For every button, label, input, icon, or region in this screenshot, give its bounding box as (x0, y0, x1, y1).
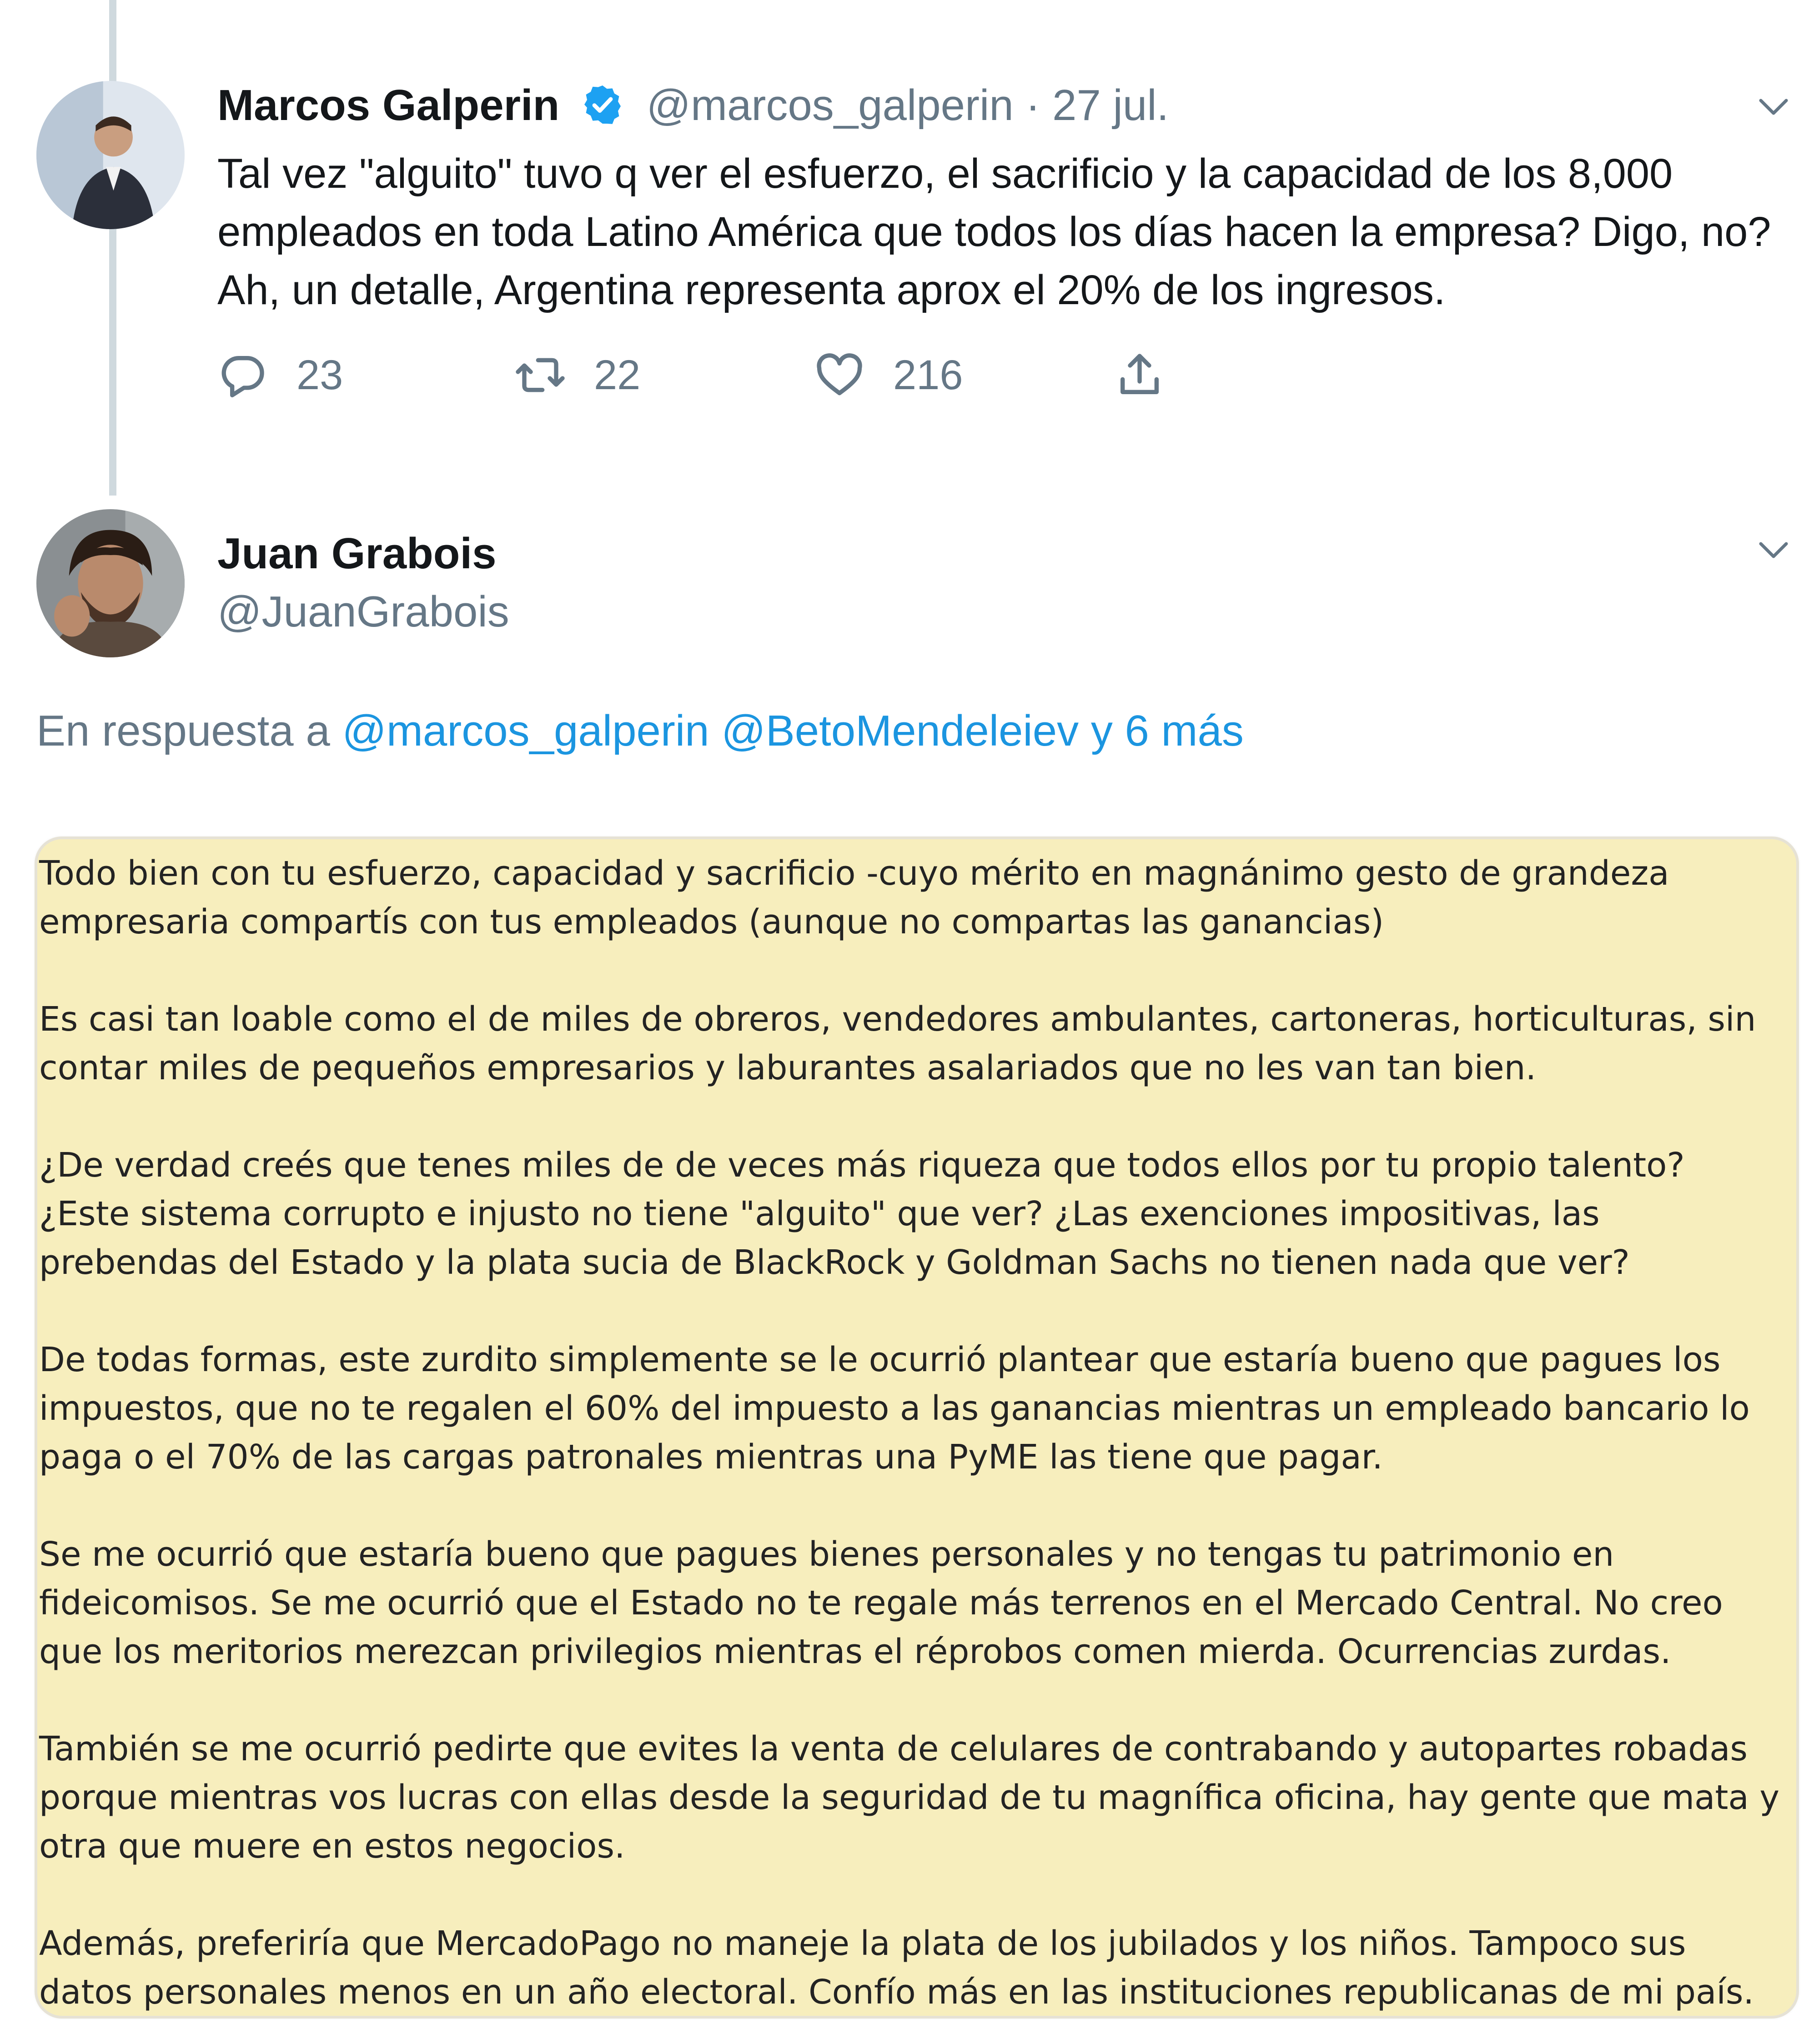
heart-icon (814, 350, 865, 401)
note-text (39, 849, 1785, 2017)
avatar-juan-grabois[interactable] (36, 509, 185, 657)
note-paragraph: ¿De verdad creés que tenes miles de de veces más riqueza que todos ellos por tu propio talento? ¿Este sistema corrupto e injusto no tiene "alguito" que ver? ¿Las exenciones impositivas, las prebendas del Estado y la plata sucia de BlackRock y Goldman Sachs no tienen nada que ver? (39, 1146, 1685, 1282)
chevron-down-icon[interactable] (1755, 536, 1792, 564)
avatar-image (36, 509, 185, 657)
author-handle[interactable]: @JuanGrabois (217, 587, 509, 636)
note-paragraph: Todo bien con tu esfuerzo, capacidad y sacrificio -cuyo mérito en magnánimo gesto de grandeza empresaria compartís con tus empleados (aunque no compartas las ganancias) (39, 854, 1669, 942)
share-upload-icon (1114, 350, 1165, 401)
tweet1-header (217, 81, 1169, 130)
tweet1-text: Tal vez "alguito" tuvo q ver el esfuerzo, el sacrificio y la capacidad de los 8,000 empleados en toda Latino América que todos los días hacen la empresa? Digo, no? Ah, un detalle, Argentina representa aprox el 20% de los ingresos. (217, 150, 1771, 313)
chevron-down-icon[interactable] (1755, 93, 1792, 120)
reply-bubble-icon (217, 350, 268, 401)
note-paragraph: Es casi tan loable como el de miles de obreros, vendedores ambulantes, cartoneras, horticulturas, sin contar miles de pequeños empresarios y laburantes asalariados que no les van tan bien. (39, 1000, 1756, 1087)
note-paragraph: De todas formas, este zurdito simplemente se le ocurrió plantear que estaría bueno que pagues los impuestos, que no te regalen el 60% del impuesto a las ganancias mientras un empleado bancario lo paga o el 70% de las cargas patronales mientras una PyME las tiene que pagar. (39, 1340, 1750, 1477)
mention-more-link[interactable]: y 6 más (1090, 706, 1244, 755)
retweet-arrows-icon (515, 350, 566, 401)
verified-badge-icon (581, 83, 624, 126)
mention-link-marcos[interactable]: @marcos_galperin (342, 706, 709, 755)
mention-link-beto[interactable]: @BetoMendeleiev (721, 706, 1079, 755)
note-paragraph: También se me ocurrió pedirte que evites la venta de celulares de contrabando y autopartes robadas porque mientras vos lucras con ellas desde la seguridad de tu magnífica oficina, hay gente que mata y otra que muere en estos negocios. (39, 1729, 1780, 1866)
avatar-image (36, 81, 185, 229)
reply-context (36, 706, 1244, 755)
author-name[interactable]: Marcos Galperin (217, 81, 560, 130)
retweet-count: 22 (594, 351, 641, 398)
reply-count: 23 (296, 351, 343, 398)
tweet-date[interactable]: 27 jul. (1052, 81, 1169, 130)
note-paragraph: Se me ocurrió que estaría bueno que pagues bienes personales y no tengas tu patrimonio en fideicomisos. Se me ocurrió que el Estado no te regale más terrenos en el Mercado Central. No creo que los meritorios merezcan privilegios mientras el réprobos comen mierda. Ocurrencias zurdas. (39, 1535, 1723, 1671)
author-handle[interactable]: @marcos_galperin (646, 81, 1014, 130)
retweet-button[interactable] (515, 346, 640, 405)
note-paragraph: Además, preferiría que MercadoPago no maneje la plata de los jubilados y los niños. Tampoco sus datos personales menos en un año electoral. Confío más en las instituciones republicanas de mi país. (39, 1924, 1754, 2012)
avatar-marcos-galperin[interactable] (36, 81, 185, 229)
like-button[interactable] (814, 346, 963, 405)
thread-connector-line (109, 0, 116, 496)
share-button[interactable] (1114, 346, 1193, 405)
separator: · (1025, 81, 1040, 130)
like-count: 216 (893, 351, 963, 398)
reply-prefix: En respuesta a (36, 706, 330, 755)
author-name[interactable]: Juan Grabois (217, 529, 497, 578)
reply-button[interactable] (217, 346, 343, 405)
